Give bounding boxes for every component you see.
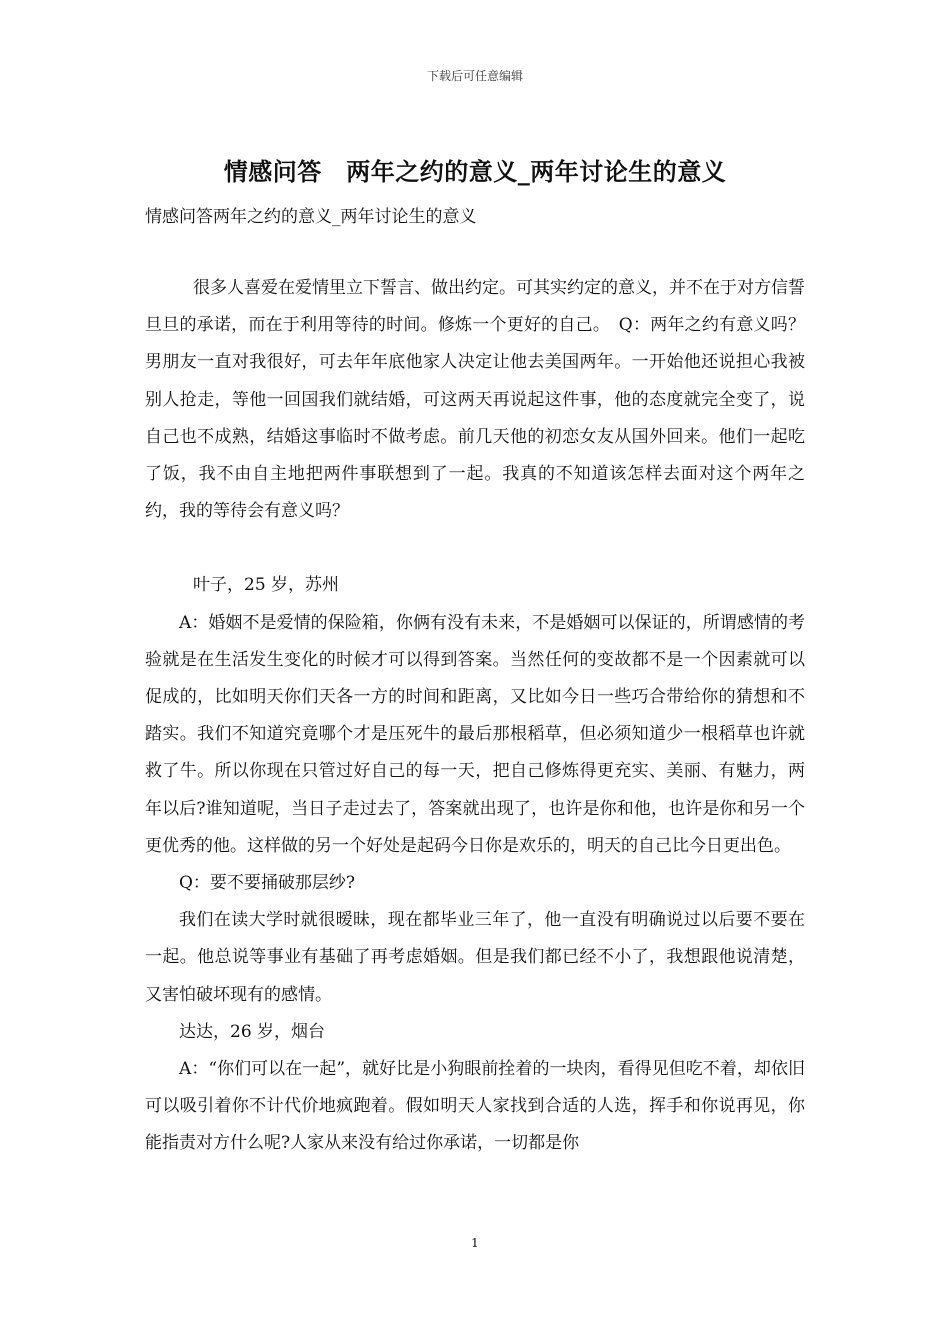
paragraph-question-body: 我们在读大学时就很暧昧，现在都毕业三年了，他一直没有明确说过以后要不要在一起。他总说等事业有基础了再考虑婚姻。但是我们都已经不小了，我想跟他说清楚，又害怕破坏现有的感情。 [145,910,805,1005]
page-number: 1 [471,1236,479,1250]
paragraph-question: Q：要不要捅破那层纱? [179,873,356,894]
paragraph-answer: A：“你们可以在一起”，就好比是小狗眼前拴着的一块肉，看得见但吃不着，却依旧可以吸引着你不计代价地疯跑着。假如明天人家找到合适的人选，挥手和你说再见，你能指责对方什么呢?人家从来没有给过你承诺，一切都是你 [145,1059,805,1154]
paragraph-spacer [145,530,805,567]
page-title: 情感问答 两年之约的意义_两年讨论生的意义 [223,157,727,186]
paragraph-signature: 叶子，25 岁，苏州 [193,575,340,596]
paragraph-answer: A：婚姻不是爱情的保险箱，你俩有没有未来，不是婚姻可以保证的，所谓感情的考验就是在生活发生变化的时候才可以得到答案。当然任何的变故都不是一个因素就可以促成的，比如明天你们天各一方的时间和距离，又比如今日一些巧合带给你的猜想和不踏实。我们不知道究竟哪个才是压死牛的最后那根稻草，但必须知道少一根稻草也许就救了牛。所以你现在只管过好自己的每一天，把自己修炼得更充实、美丽、有魅力，两年以后?谁知道呢，当日子走过去了，答案就出现了，也许是你和他，也许是你和另一个更优秀的他。这样做的另一个好处是起码今日你是欢乐的，明天的自己比今日更出色。 [145,612,805,856]
paragraph-signature: 达达，26 岁，烟台 [179,1021,326,1042]
page-subtitle: 情感问答两年之约的意义_两年讨论生的意义 [145,207,477,227]
header-note: 下载后可任意编辑 [426,69,523,83]
paragraph-intro-question: 很多人喜爱在爱情里立下誓言、做出约定。可其实约定的意义，并不在于对方信誓旦旦的承诺，而在于利用等待的时间。修炼一个更好的自己。 Q：两年之约有意义吗？男朋友一直对我很好，可去年年底他家人决定让他去美国两年。一开始他还说担心我被别人抢走，等他一回国我们就结婚，可这两天再说起这件事，他的态度就完全变了，说自己也不成熟，结婚这事临时不做考虑。前几天他的初恋女友从国外回来。他们一起吃了饭，我不由自主地把两件事联想到了一起。我真的不知道该怎样去面对这个两年之约，我的等待会有意义吗？ [145,278,805,522]
article-body [145,270,805,1163]
